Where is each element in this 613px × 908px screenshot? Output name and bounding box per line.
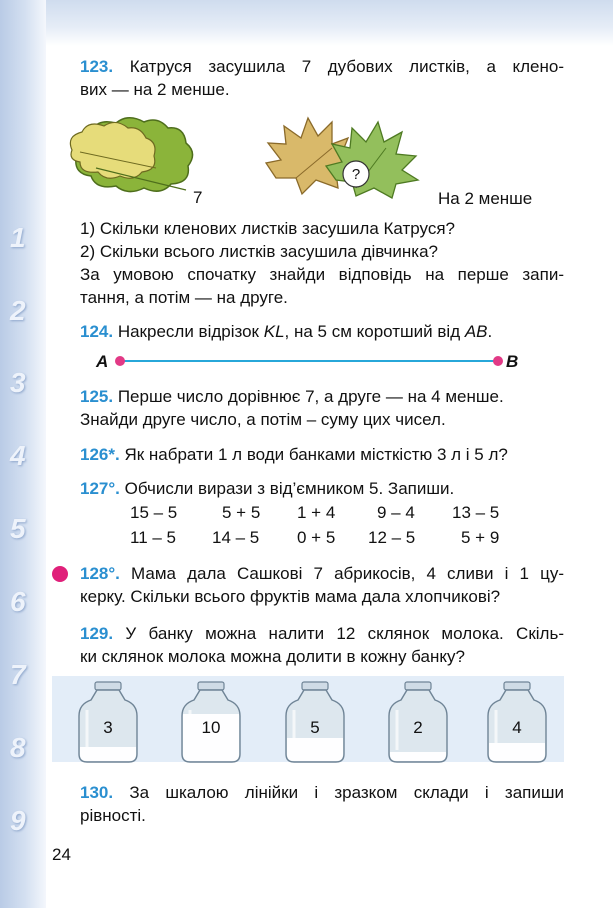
expression: 1 + 4 [297,503,336,522]
problem-number: 126*. [80,445,120,464]
jar [486,680,548,769]
segment-ab: AB [464,322,488,341]
jar-label: 2 [413,718,423,737]
problem-number: 125. [80,387,114,406]
expression: 13 – 5 [452,503,500,522]
problem-124 [80,320,492,343]
problem-number: 123. [80,57,114,76]
problem-number: 127°. [80,479,120,498]
problem-text: Накресли відрізок [117,322,264,341]
point-b-label: B [506,352,519,371]
problem-number: 129. [80,624,114,643]
jar [387,680,449,769]
side-number: 4 [10,440,26,471]
problem-129-line1 [80,622,564,645]
jar-label: 5 [310,718,320,737]
problem-text: За шкалою лінійки і зразком склади і запиши [129,783,564,802]
problem-number: 124. [80,322,114,341]
maple-leaves-illustration [256,108,426,200]
leaf-count-label: 7 [193,188,203,207]
side-number: 5 [10,513,26,544]
jar-label: 10 [201,718,221,737]
problem-123-hint-line1: За умовою спочатку знайди відповідь на перше запи- [80,265,564,284]
segment-ab-line [120,360,498,362]
side-number: 7 [10,659,26,690]
problem-text: Обчисли вирази з від’ємником 5. Запиши. [124,479,455,498]
problem-text: У банку можна налити 12 склянок молока. Скіль- [125,624,564,643]
point-a-label: A [96,352,109,371]
jar [77,680,139,769]
expression: 14 – 5 [212,528,260,547]
side-number: 2 [10,295,26,326]
problem-126 [80,443,508,466]
problem-130-line1 [80,781,564,804]
expression: 5 + 5 [222,503,261,522]
problem-123-hint-line2: тання, а потім — на друге. [80,288,288,307]
problem-number: 128°. [80,564,120,583]
pink-marker-icon [52,566,68,582]
side-number: 6 [10,586,26,617]
side-number: 3 [10,367,26,398]
jar [180,680,242,769]
expression: 12 – 5 [368,528,416,547]
problem-123-line1 [80,55,564,78]
expression: 5 + 9 [461,528,500,547]
problem-text: Як набрати 1 л води банками місткістю 3 л і 5 л? [124,445,508,464]
jar [284,680,346,769]
jar-label: 3 [103,718,113,737]
expression: 9 – 4 [377,503,415,522]
problem-125-line2: Знайди друге число, а потім – суму цих чисел. [80,410,446,429]
problem-128-line1 [80,562,564,585]
problem-128-line2: керку. Скільки всього фруктів мама дала хлопчикові? [80,587,501,606]
problem-125-line1 [80,385,504,408]
problem-text: Перше число дорівнює 7, а друге — на 4 менше. [117,387,504,406]
segment-kl: KL [263,322,285,341]
problem-129-line2: ки склянок молока можна долити в кожну банку? [80,647,465,666]
expression: 0 + 5 [297,528,336,547]
point-b [493,356,503,366]
question-mark-icon: ? [351,166,361,183]
problem-123-question2: 2) Скільки всього листків засушила дівчинка? [80,242,438,261]
side-number: 1 [10,222,26,253]
problem-number: 130. [80,783,114,802]
fewer-by-two-label: На 2 менше [438,189,533,208]
problem-127 [80,477,454,500]
expression: 15 – 5 [130,503,178,522]
expression: 11 – 5 [130,528,177,547]
page-side-band [0,0,46,908]
page-top-band [0,0,613,46]
problem-130-line2: рівності. [80,806,146,825]
page-number: 24 [52,845,71,864]
problem-123-question1: 1) Скільки кленових листків засушила Катруся? [80,219,456,238]
oak-leaves-illustration [66,108,206,200]
jar-label: 4 [512,718,522,737]
side-number: 9 [10,805,26,836]
problem-text: . [487,322,493,341]
problem-text: Катруся засушила 7 дубових листків, а клено- [129,57,564,76]
point-a [115,356,125,366]
side-number: 8 [10,732,26,763]
problem-text: Мама дала Сашкові 7 абрикосів, 4 сливи і 1 цу- [131,564,564,583]
problem-text: , на 5 см коротший від [284,322,465,341]
problem-123-line2: вих — на 2 менше. [80,80,230,99]
